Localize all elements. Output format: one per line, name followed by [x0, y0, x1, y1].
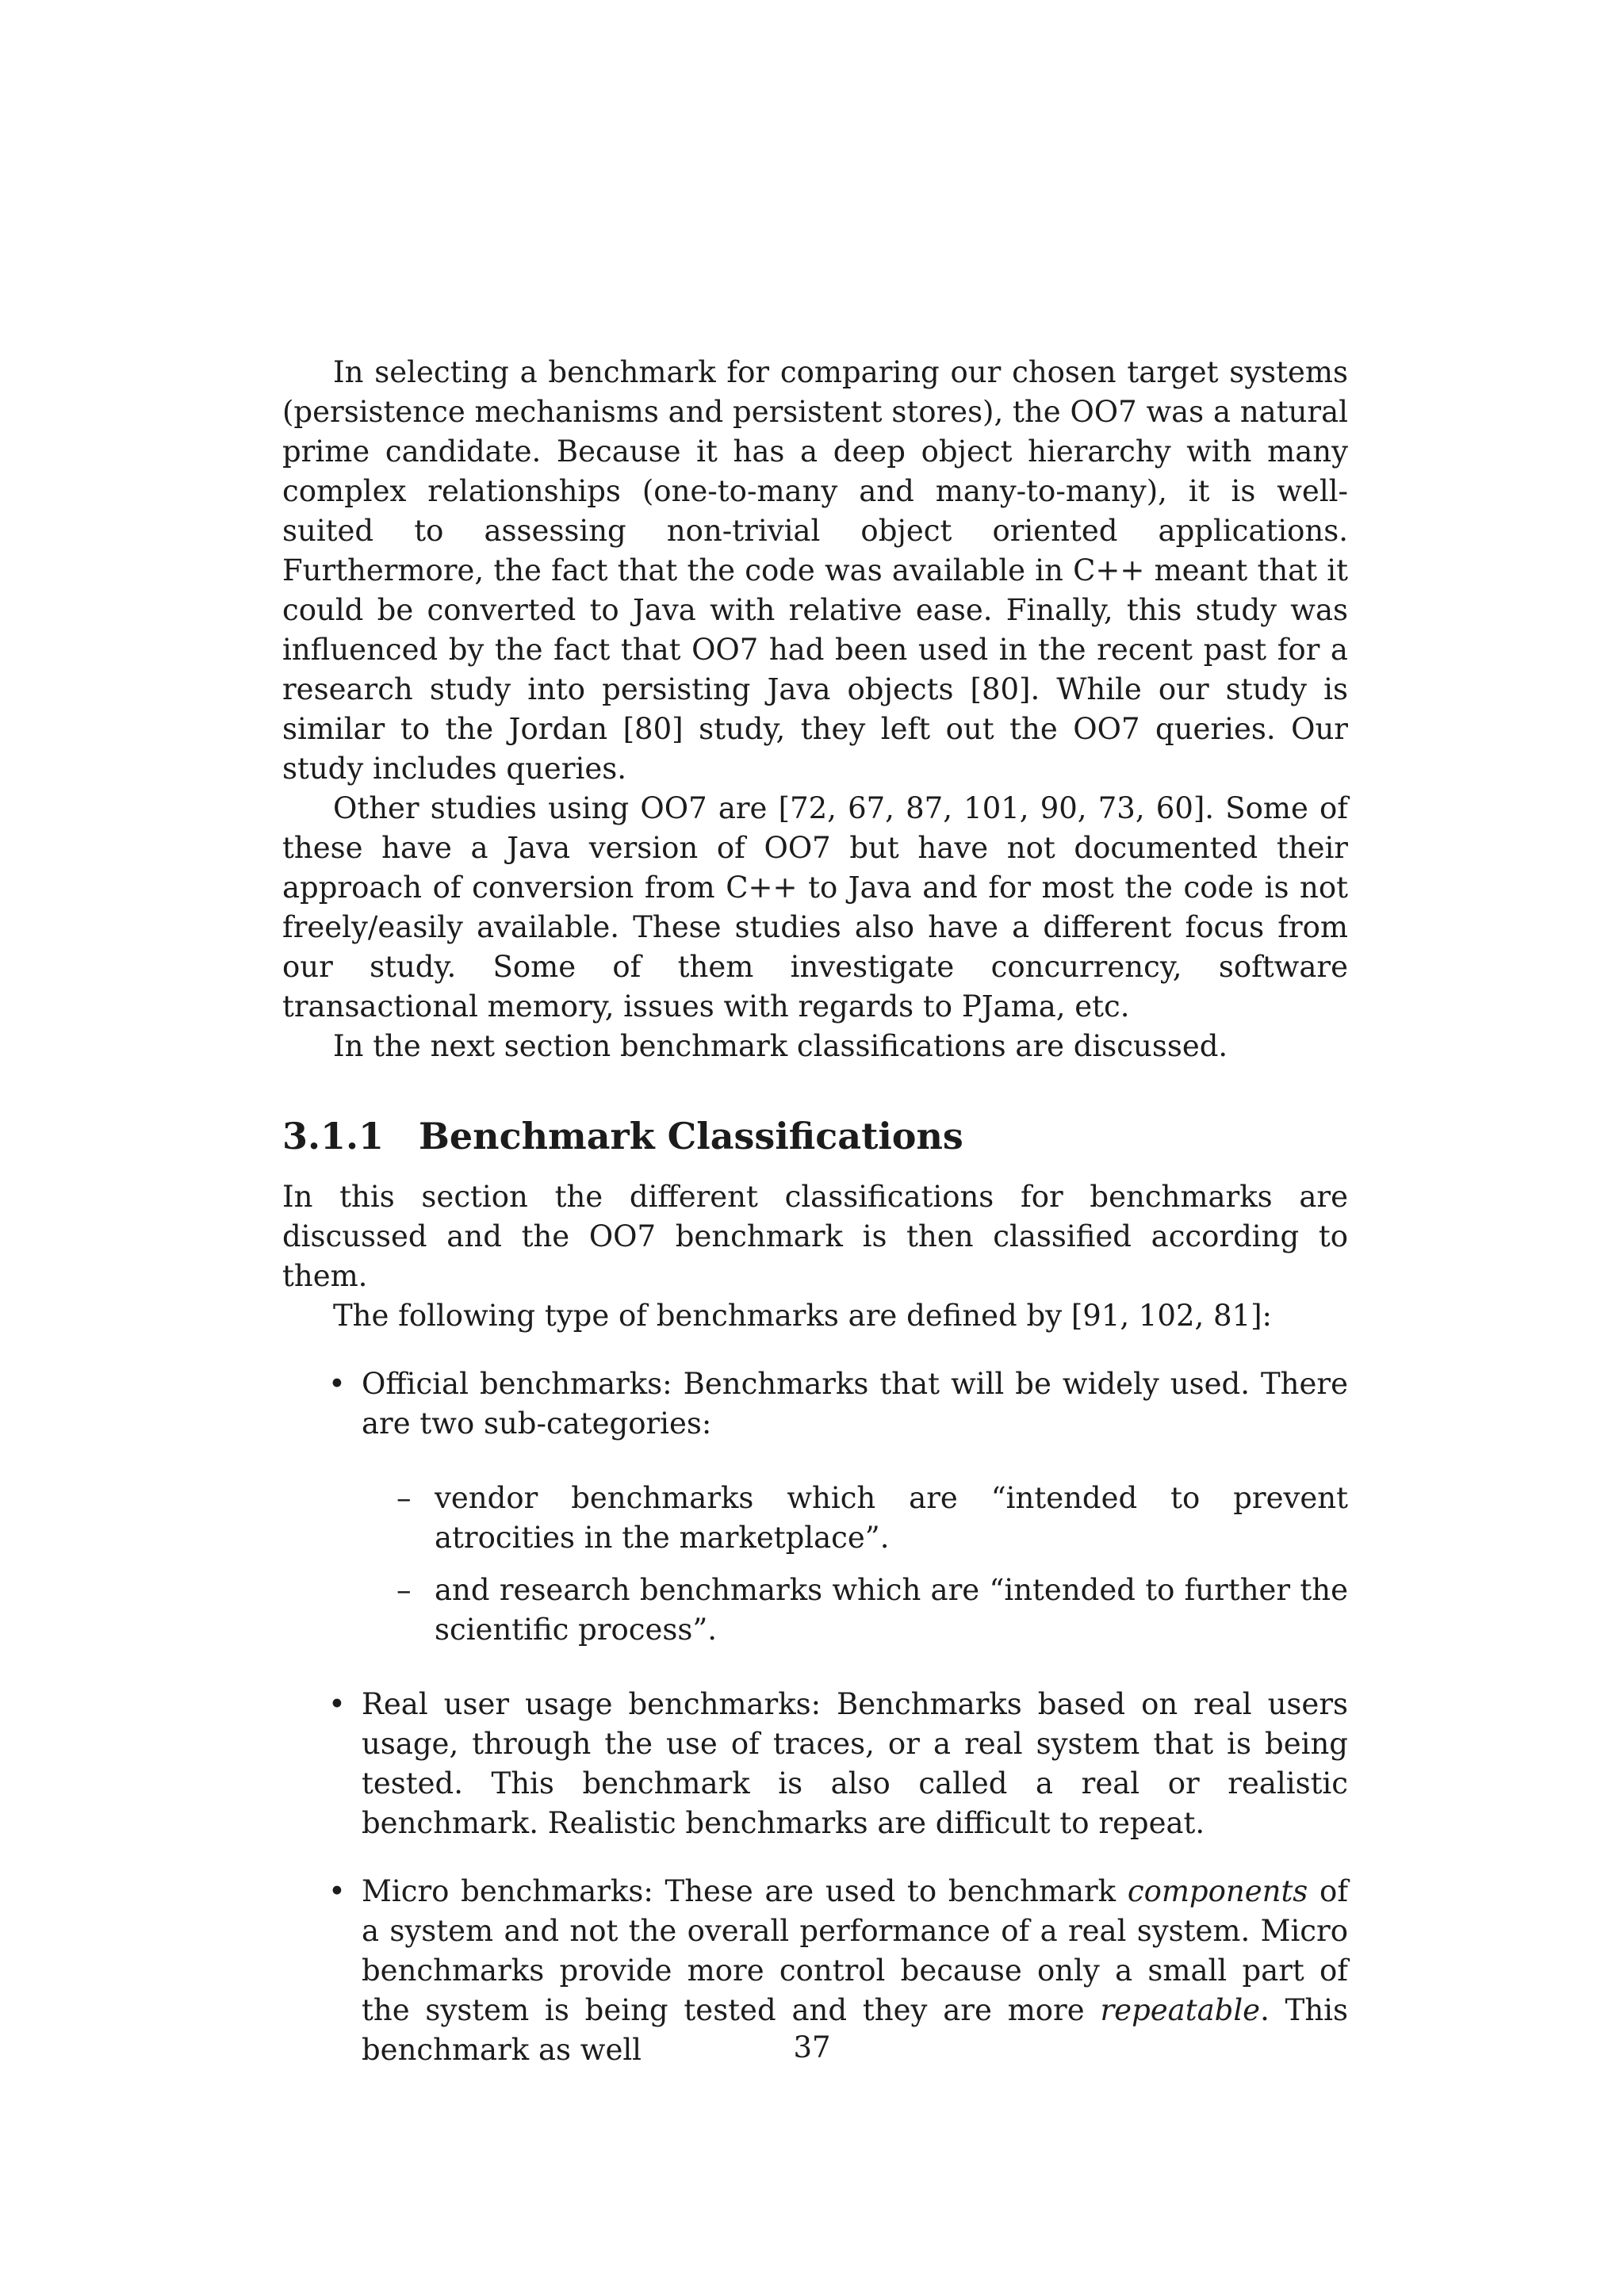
bullet-icon: •	[328, 1687, 346, 1721]
section-title: Benchmark Classifications	[419, 1115, 963, 1158]
paragraph-other-studies: Other studies using OO7 are [72, 67, 87, 101, 90, 73, 60]. Some of these have a Java version of OO7 but have not documented their approach of conversion from C++ to Java and for most the code is not freely/easily available. These studies also have a different focus from our study. Some of them investigate concurrency, software transactional memory, issues with regards to PJama, etc.	[282, 791, 1348, 1024]
sub-item-vendor	[362, 1479, 1348, 1558]
section-lead: The following type of benchmarks are defined by [91, 102, 81]:	[333, 1299, 1273, 1333]
research-benchmarks-text: and research benchmarks which are “intended to further the scientific process”.	[435, 1573, 1348, 1647]
micro-text-part-1: Micro benchmarks: These are used to benchmark	[362, 1874, 1128, 1908]
dash-icon: –	[396, 1573, 412, 1607]
benchmark-type-list	[282, 1364, 1348, 2070]
paragraph-next-section: In the next section benchmark classifications are discussed.	[333, 1029, 1228, 1063]
list-item-official	[282, 1364, 1348, 1650]
section-intro: In this section the different classifications for benchmarks are discussed and the OO7 benchmark is then classified according to them.	[282, 1180, 1348, 1293]
list-item-real-user	[282, 1685, 1348, 1843]
bullet-icon: •	[328, 1874, 346, 1908]
section-number: 3.1.1	[282, 1115, 385, 1158]
official-benchmarks-text: Official benchmarks: Benchmarks that will be widely used. There are two sub-categories:	[362, 1367, 1348, 1441]
micro-text-part-3: . This benchmark as well	[362, 1993, 1348, 2067]
paragraph-oo7-selection: In selecting a benchmark for comparing our chosen target systems (persistence mechanisms and persistent stores), the OO7 was a natural prime candidate. Because it has a deep object hierarchy with many complex relationships (one-to-many and many-to-many), it is well-suited to assessing non-trivial object oriented applications. Furthermore, the fact that the code was available in C++ meant that it could be converted to Java with relative ease. Finally, this study was influenced by the fact that OO7 had been used in the recent past for a research study into persisting Java objects [80]. While our study is similar to the Jordan [80] study, they left out the OO7 queries. Our study includes queries.	[282, 355, 1348, 786]
bullet-icon: •	[328, 1367, 346, 1401]
dash-icon: –	[396, 1481, 412, 1515]
page-body	[282, 353, 1348, 2099]
section-heading	[282, 1114, 1348, 1158]
emphasis-components: components	[1127, 1874, 1308, 1908]
page-number: 37	[793, 2030, 831, 2064]
sub-item-research	[362, 1571, 1348, 1650]
real-user-benchmarks-text: Real user usage benchmarks: Benchmarks based on real users usage, through the use of traces, or a real system that is being tested. This benchmark is also called a real or realistic benchmark. Realistic benchmarks are difficult to repeat.	[362, 1687, 1348, 1840]
emphasis-repeatable: repeatable	[1100, 1993, 1261, 2027]
micro-text-part-2: of a system and not the overall performance of a real system. Micro benchmarks provide more control because only a small part of the system is being tested and they are more	[362, 1874, 1349, 2027]
vendor-benchmarks-text: vendor benchmarks which are “intended to prevent atrocities in the marketplace”.	[435, 1481, 1348, 1555]
official-subcategory-list	[362, 1479, 1348, 1650]
